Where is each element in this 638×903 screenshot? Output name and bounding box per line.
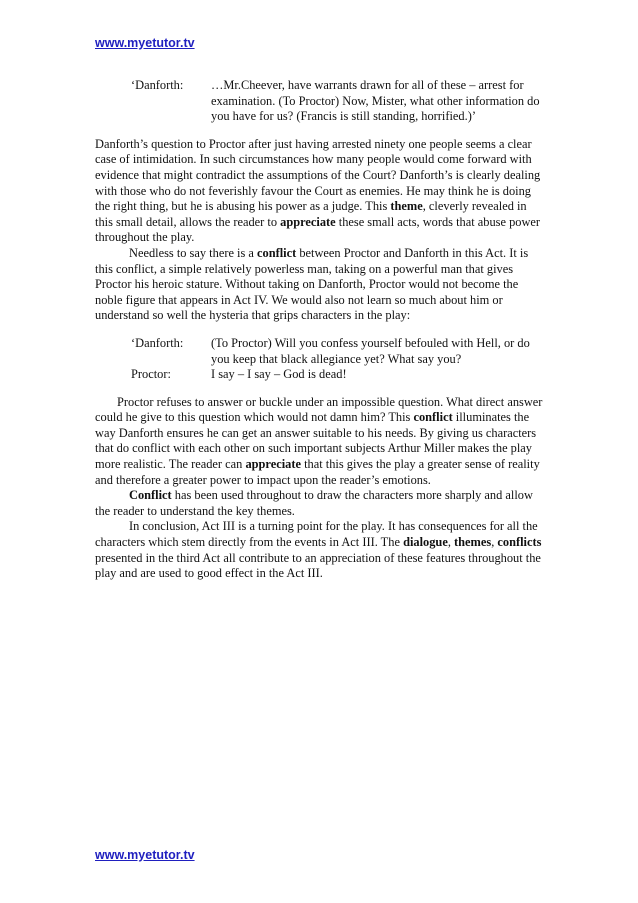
- paragraph-3: Proctor refuses to answer or buckle under an impossible question. What direct answer could he give to this question which would not damn him? This conflict illuminates the way Danforth ensures he can get an answer suitable to his needs. By giving us characters that do conflict with each other on such important subjects Arthur Miller makes the play more realistic. The reader can appreciate that this gives the play a greater sense of reality and therefore a greater power to impact upon the reader’s emotions.: [95, 394, 543, 487]
- quote-text: (To Proctor) Will you confess yourself befouled with Hell, or do you keep that black allegiance yet? What say you?: [211, 335, 530, 366]
- quote-speaker: Proctor:: [131, 367, 171, 382]
- quote-danforth-2: [95, 336, 545, 367]
- paragraph-4: Conflict has been used throughout to draw the characters more sharply and allow the reader to understand the key themes.: [95, 488, 533, 518]
- paragraph-5: In conclusion, Act III is a turning point for the play. It has consequences for all the characters which stem directly from the events in Act III. The dialogue, themes, conflicts presented in the third Act all contribute to an appreciation of these features throughout the play and are used to good effect in the Act III.: [95, 519, 542, 581]
- document-body: [95, 78, 545, 582]
- footer-link[interactable]: www.myetutor.tv: [95, 848, 195, 862]
- quote-speaker: ‘Danforth:: [131, 78, 184, 92]
- quote-proctor: [95, 367, 545, 383]
- quote-danforth-1: [95, 78, 545, 125]
- quote-text: …Mr.Cheever, have warrants drawn for all of these – arrest for examination. (To Proctor) Now, Mister, what other information do you have for us? (Francis is still standing, horrified.)’: [211, 78, 540, 124]
- quote-text: I say – I say – God is dead!: [211, 367, 347, 382]
- paragraph-1: Danforth’s question to Proctor after just having arrested ninety one people seems a clear case of intimidation. In such circumstances how many people would come forward with evidence that might contradict the assumptions of the Court? Danforth’s is clearly dealing with those who do not feverishly favour the Court as enemies. He may think he is doing the right thing, but he is abusing his power as a judge. This theme, cleverly revealed in this small detail, allows the reader to appreciate these small acts, words that abuse power throughout the play.: [95, 136, 541, 245]
- header-link[interactable]: www.myetutor.tv: [95, 36, 195, 50]
- quote-speaker: ‘Danforth:: [131, 335, 184, 350]
- paragraph-2: Needless to say there is a conflict between Proctor and Danforth in this Act. It is this conflict, a simple relatively powerless man, taking on a powerful man that gives Proctor his heroic stature. Without taking on Danforth, Proctor would not become the noble figure that appears in Act IV. We would also not learn so much about him or understand so well the hysteria that grips characters in the play:: [95, 245, 529, 323]
